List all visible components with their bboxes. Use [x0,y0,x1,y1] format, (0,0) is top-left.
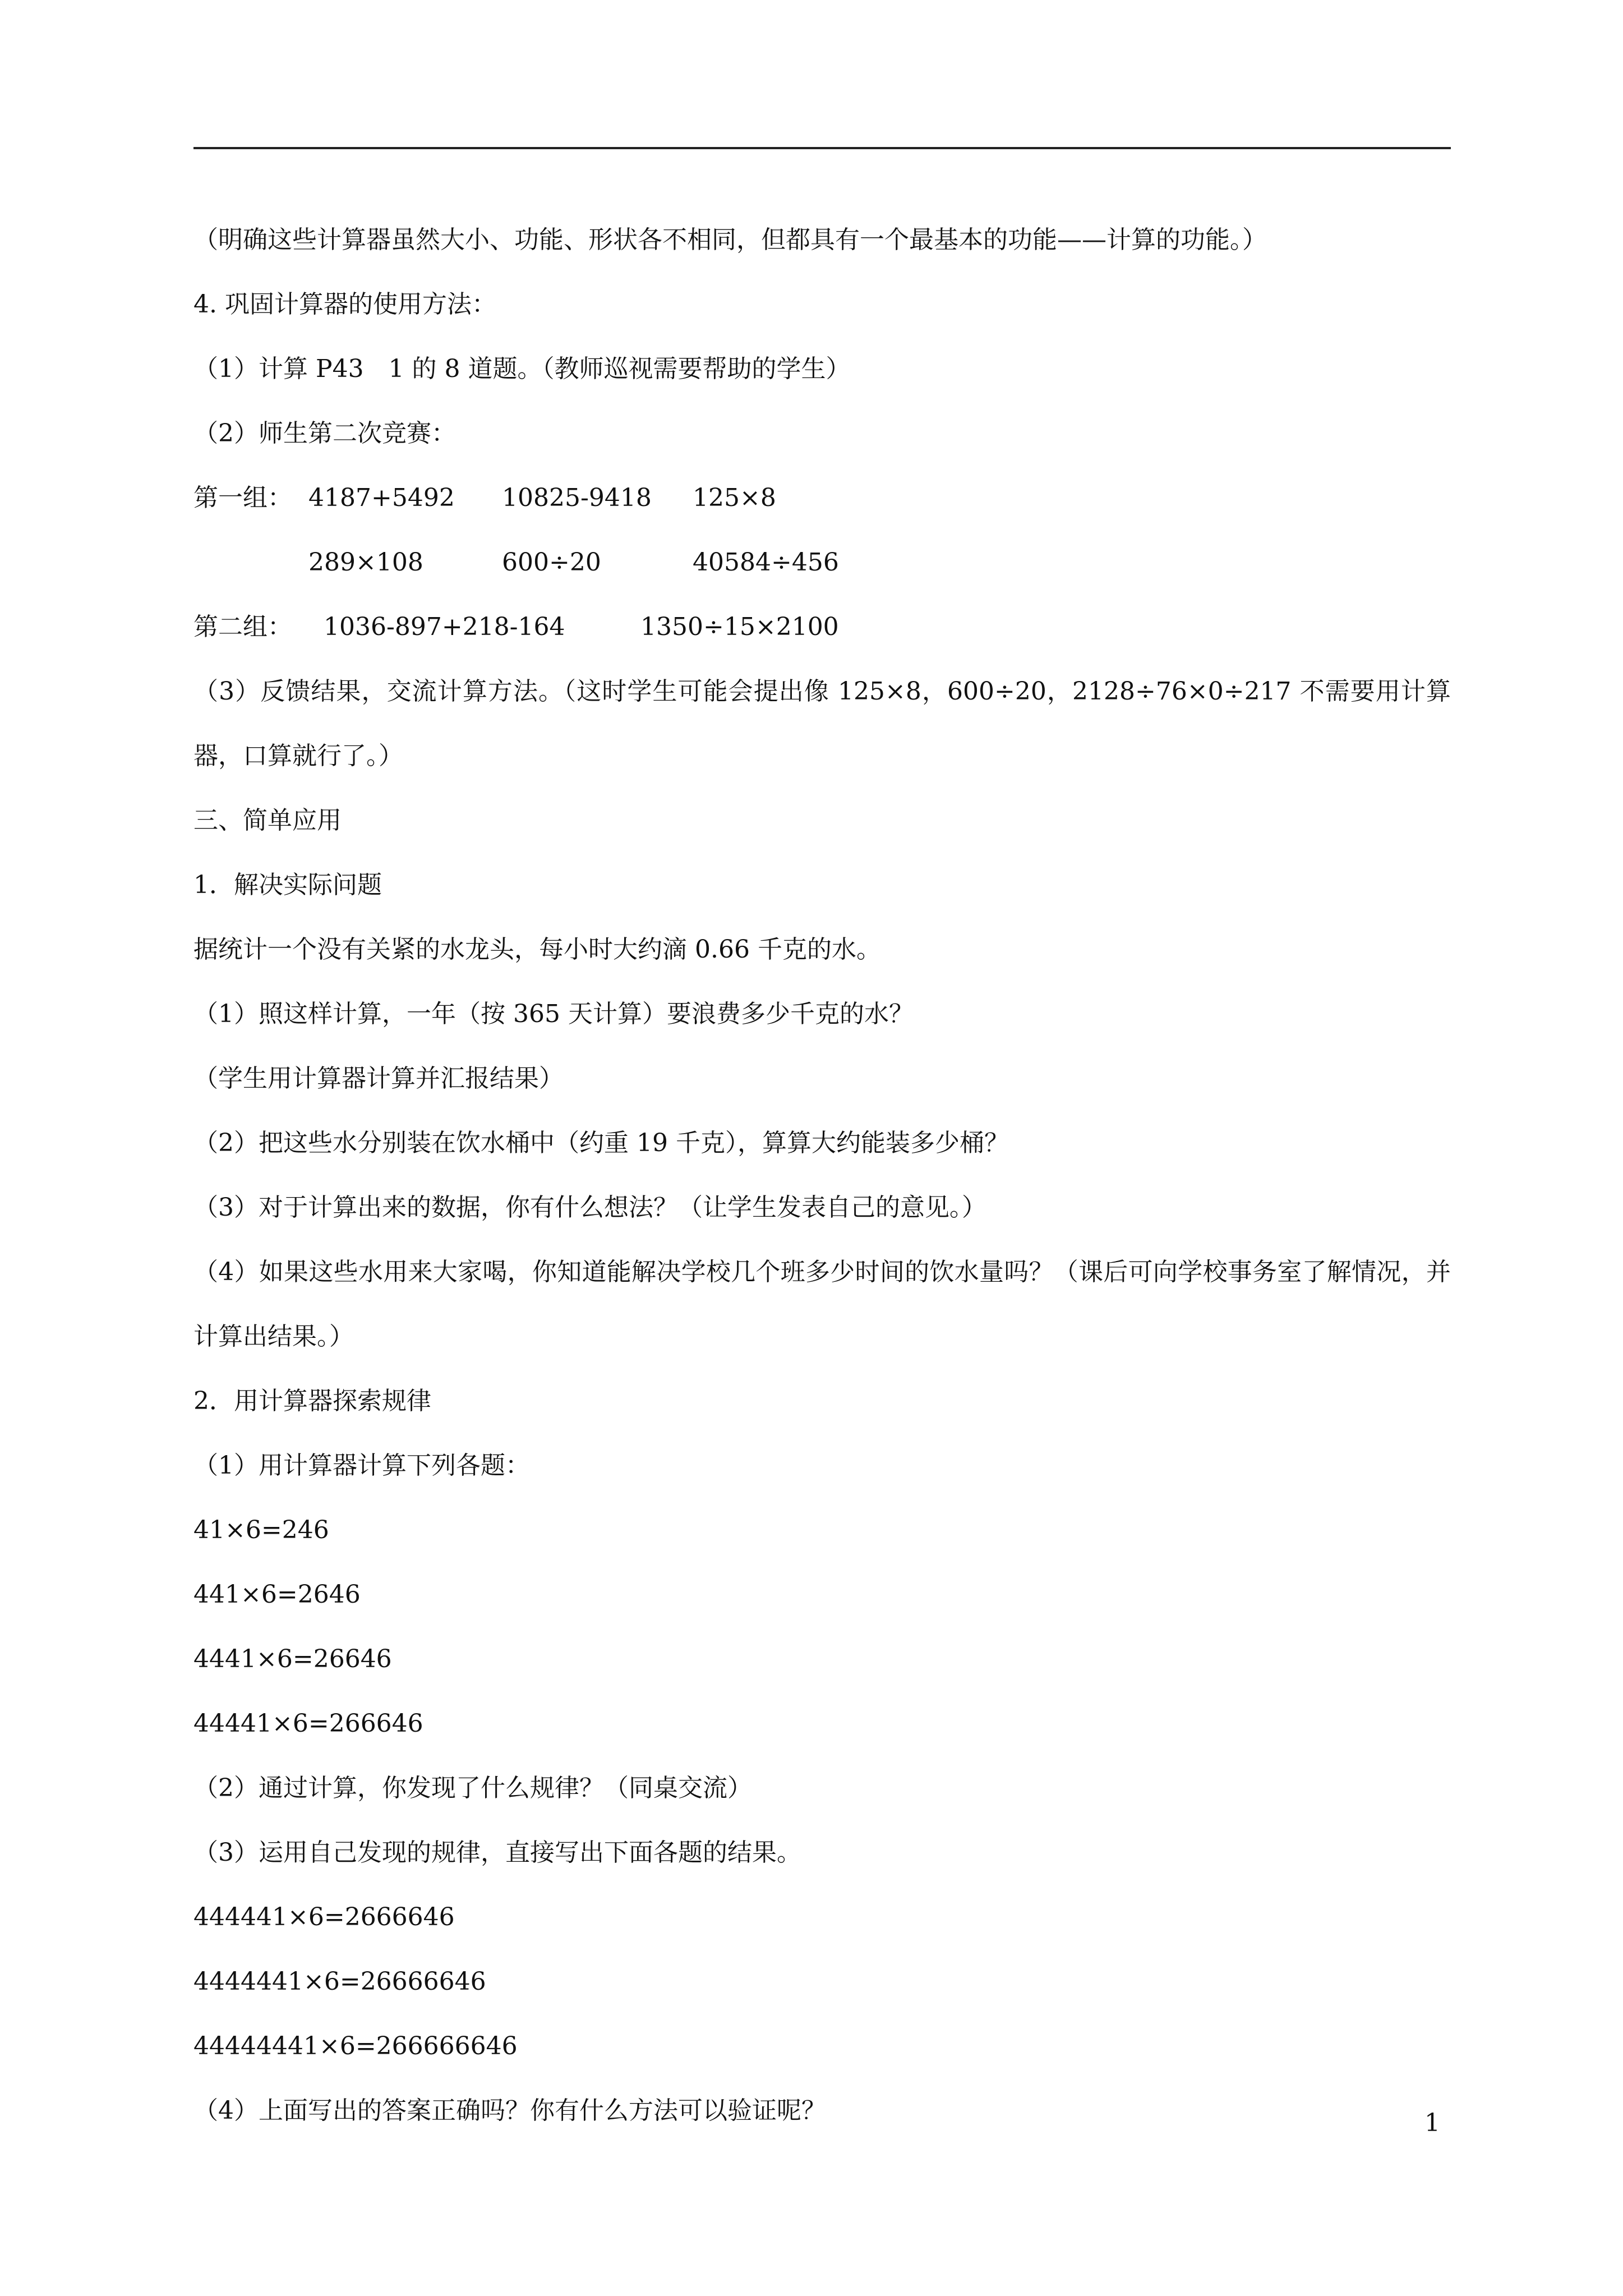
expression: 40584÷456 [693,548,839,577]
question: （4）如果这些水用来大家喝，你知道能解决学校几个班多少时间的饮水量吗？（课后可向学校事务室了解情况，并计算出结果。） [193,1258,1451,1351]
group1-row1 [193,466,1451,530]
paragraph: （明确这些计算器虽然大小、功能、形状各不相同，但都具有一个最基本的功能——计算的功能。） [193,226,1267,254]
equation: 441×6=2646 [193,1580,361,1609]
expression: 125×8 [693,484,776,512]
paragraph-feedback: （3）反馈结果，交流计算方法。（这时学生可能会提出像 125×8，600÷20，2128÷76×0÷217 不需要用计算器，口算就行了。） [193,677,1451,770]
subsection-heading: 1．解决实际问题 [193,871,382,899]
group1-row2 [193,530,1451,595]
question: （3）对于计算出来的数据，你有什么想法？（让学生发表自己的意见。） [193,1193,986,1222]
paragraph: （学生用计算器计算并汇报结果） [193,1064,564,1093]
question: （2）把这些水分别装在饮水桶中（约重 19 千克），算算大约能装多少桶？ [193,1129,1009,1157]
group2-label: 第二组： [193,613,292,641]
equation: 44441×6=266646 [193,1709,423,1738]
section-heading: 三、简单应用 [193,806,342,835]
question: （1）用计算器计算下列各题： [193,1451,530,1480]
expression: 1036-897+218-164 [324,613,565,641]
group1-label: 第一组： [193,484,292,512]
expression: 4187+5492 [308,484,455,512]
paragraph: 4. 巩固计算器的使用方法： [193,290,496,319]
expression: 289×108 [308,548,423,577]
expression: 600÷20 [502,548,601,577]
paragraph: 据统计一个没有关紧的水龙头，每小时大约滴 0.66 千克的水。 [193,935,881,964]
question: （2）通过计算，你发现了什么规律？（同桌交流） [193,1774,752,1802]
question: （4）上面写出的答案正确吗？你有什么方法可以验证呢？ [193,2096,826,2125]
question: （3）运用自己发现的规律，直接写出下面各题的结果。 [193,1838,801,1867]
subsection-heading: 2．用计算器探索规律 [193,1387,431,1415]
paragraph: （1）计算 P43 1 的 8 道题。（教师巡视需要帮助的学生） [193,355,851,383]
document-body [193,208,1451,2143]
equation: 4441×6=26646 [193,1645,392,1673]
equation: 4444441×6=26666646 [193,1967,486,1996]
equation: 444441×6=2666646 [193,1903,455,1931]
expression: 10825-9418 [502,484,652,512]
page-number: 1 [1424,2109,1440,2137]
paragraph: （2）师生第二次竞赛： [193,419,456,448]
header-rule [193,147,1451,149]
question: （1）照这样计算，一年（按 365 天计算）要浪费多少千克的水？ [193,1000,914,1028]
expression: 1350÷15×2100 [640,613,839,641]
equation: 44444441×6=266666646 [193,2032,518,2060]
equation: 41×6=246 [193,1516,329,1544]
group1-spacer [193,530,308,595]
group2-row [193,595,1451,659]
